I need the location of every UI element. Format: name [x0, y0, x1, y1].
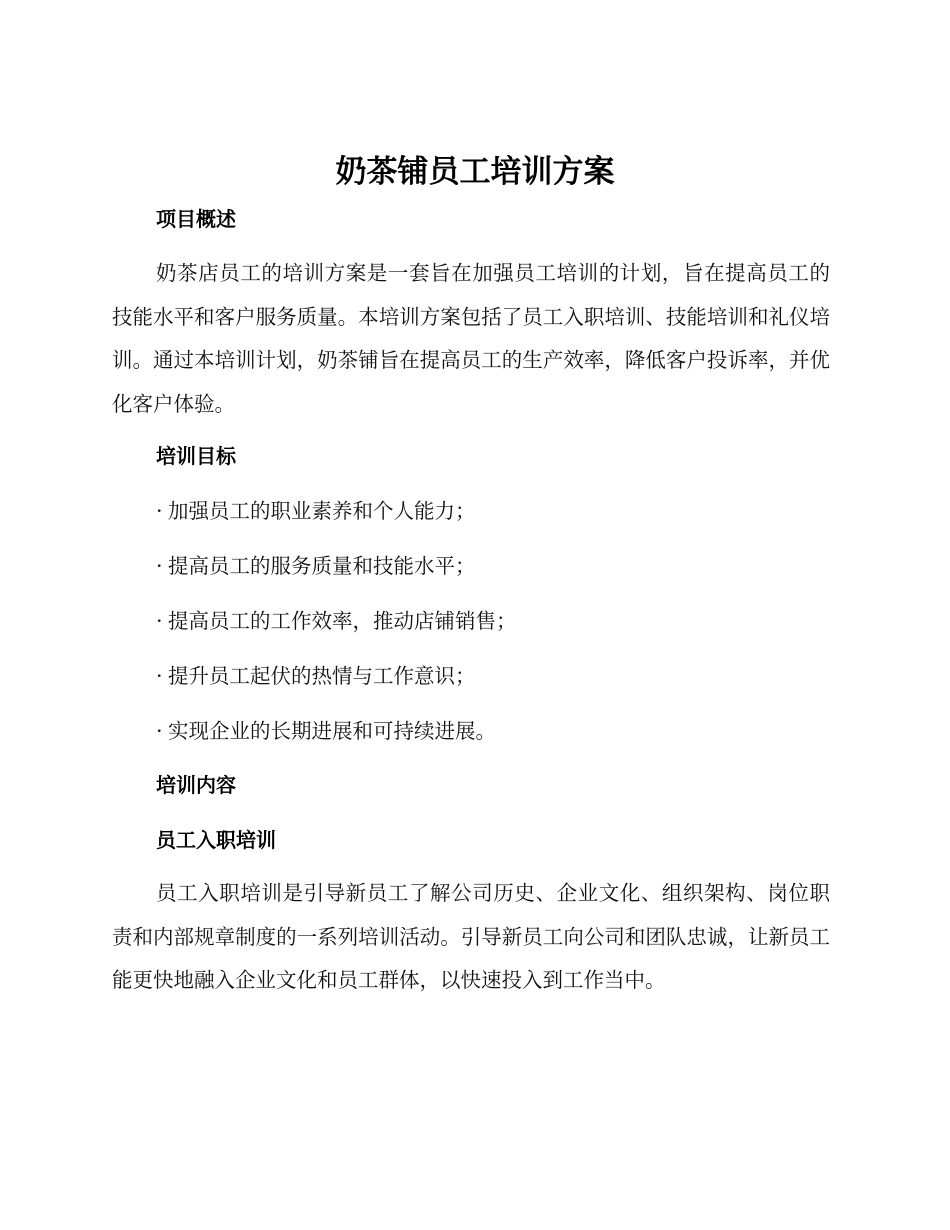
overview-paragraph: 奶茶店员工的培训方案是一套旨在加强员工培训的计划，旨在提高员工的技能水平和客户服务质量。本培训方案包括了员工入职培训、技能培训和礼仪培训。通过本培训计划，奶茶铺旨在提高员工的生产效率，降低客户投诉率，并优化客户体验。 [112, 261, 830, 416]
onboarding-paragraph: 员工入职培训是引导新员工了解公司历史、企业文化、组织架构、岗位职责和内部规章制度的一系列培训活动。引导新员工向公司和团队忠诚，让新员工能更快地融入企业文化和员工群体，以快速投入到工作当中。 [112, 881, 830, 992]
list-item [156, 496, 476, 526]
list-item-text: 提高员工的服务质量和技能水平； [168, 554, 476, 578]
document-title: 奶茶铺员工培训方案 [335, 154, 615, 190]
bullet-icon: · [156, 664, 163, 688]
list-item-text: 实现企业的长期进展和可持续进展。 [168, 719, 496, 743]
list-item-text: 提高员工的工作效率，推动店铺销售； [168, 609, 517, 633]
bullet-icon: · [156, 554, 163, 578]
list-item [156, 606, 517, 636]
section-heading-onboarding: 员工入职培训 [156, 828, 276, 852]
list-item [156, 716, 496, 746]
bullet-icon: · [156, 499, 163, 523]
section-heading-overview: 项目概述 [156, 207, 236, 231]
bullet-icon: · [156, 609, 163, 633]
list-item [156, 661, 476, 691]
bullet-icon: · [156, 719, 163, 743]
section-heading-goals: 培训目标 [156, 444, 236, 468]
list-item-text: 提升员工起伏的热情与工作意识； [168, 664, 476, 688]
list-item-text: 加强员工的职业素养和个人能力； [168, 499, 476, 523]
section-heading-content: 培训内容 [156, 773, 236, 797]
list-item [156, 551, 476, 581]
